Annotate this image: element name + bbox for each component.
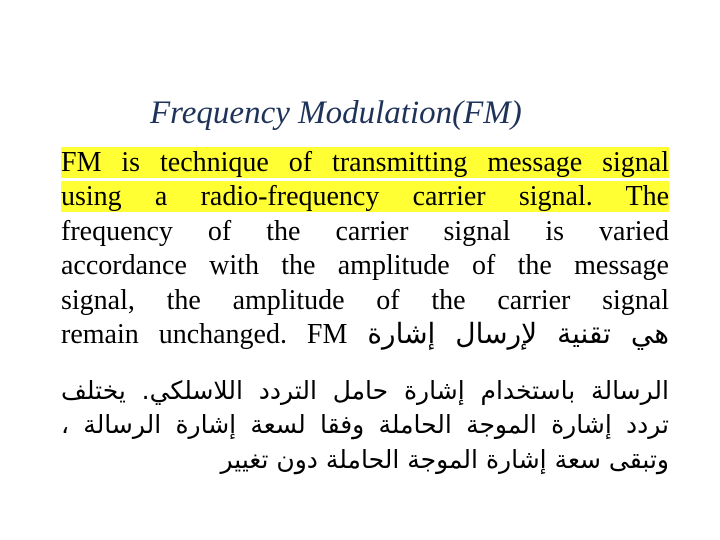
- body-line-5: signal, the amplitude of the carrier signal: [61, 284, 669, 316]
- body-line-4: accordance with the amplitude of the message: [61, 250, 669, 282]
- body-line-2: [61, 180, 669, 214]
- slide-title: Frequency Modulation(FM): [150, 95, 522, 131]
- body-line-6-arabic: هي تقنية لإرسال إشارة: [367, 318, 670, 350]
- arabic-line-2: تردد إشارة الموجة الحاملة وفقا لسعة إشارة الرسالة ،: [61, 410, 669, 440]
- body-line-6-english: remain unchanged. FM: [61, 318, 348, 350]
- body-line-3: frequency of the carrier signal is varied: [61, 215, 669, 247]
- arabic-line-3: وتبقى سعة إشارة الموجة الحاملة دون تغيير: [220, 444, 669, 474]
- body-line-6: [61, 318, 669, 352]
- highlighted-text: using a radio-frequency carrier signal. The: [61, 181, 669, 213]
- body-text-arabic: [61, 374, 669, 477]
- arabic-line-1: الرسالة باستخدام إشارة حامل التردد اللاسلكي. يختلف: [61, 376, 669, 405]
- body-line-1: [61, 146, 669, 180]
- highlighted-text: FM is technique of transmitting message signal: [61, 147, 669, 178]
- body-text-english: [61, 146, 669, 352]
